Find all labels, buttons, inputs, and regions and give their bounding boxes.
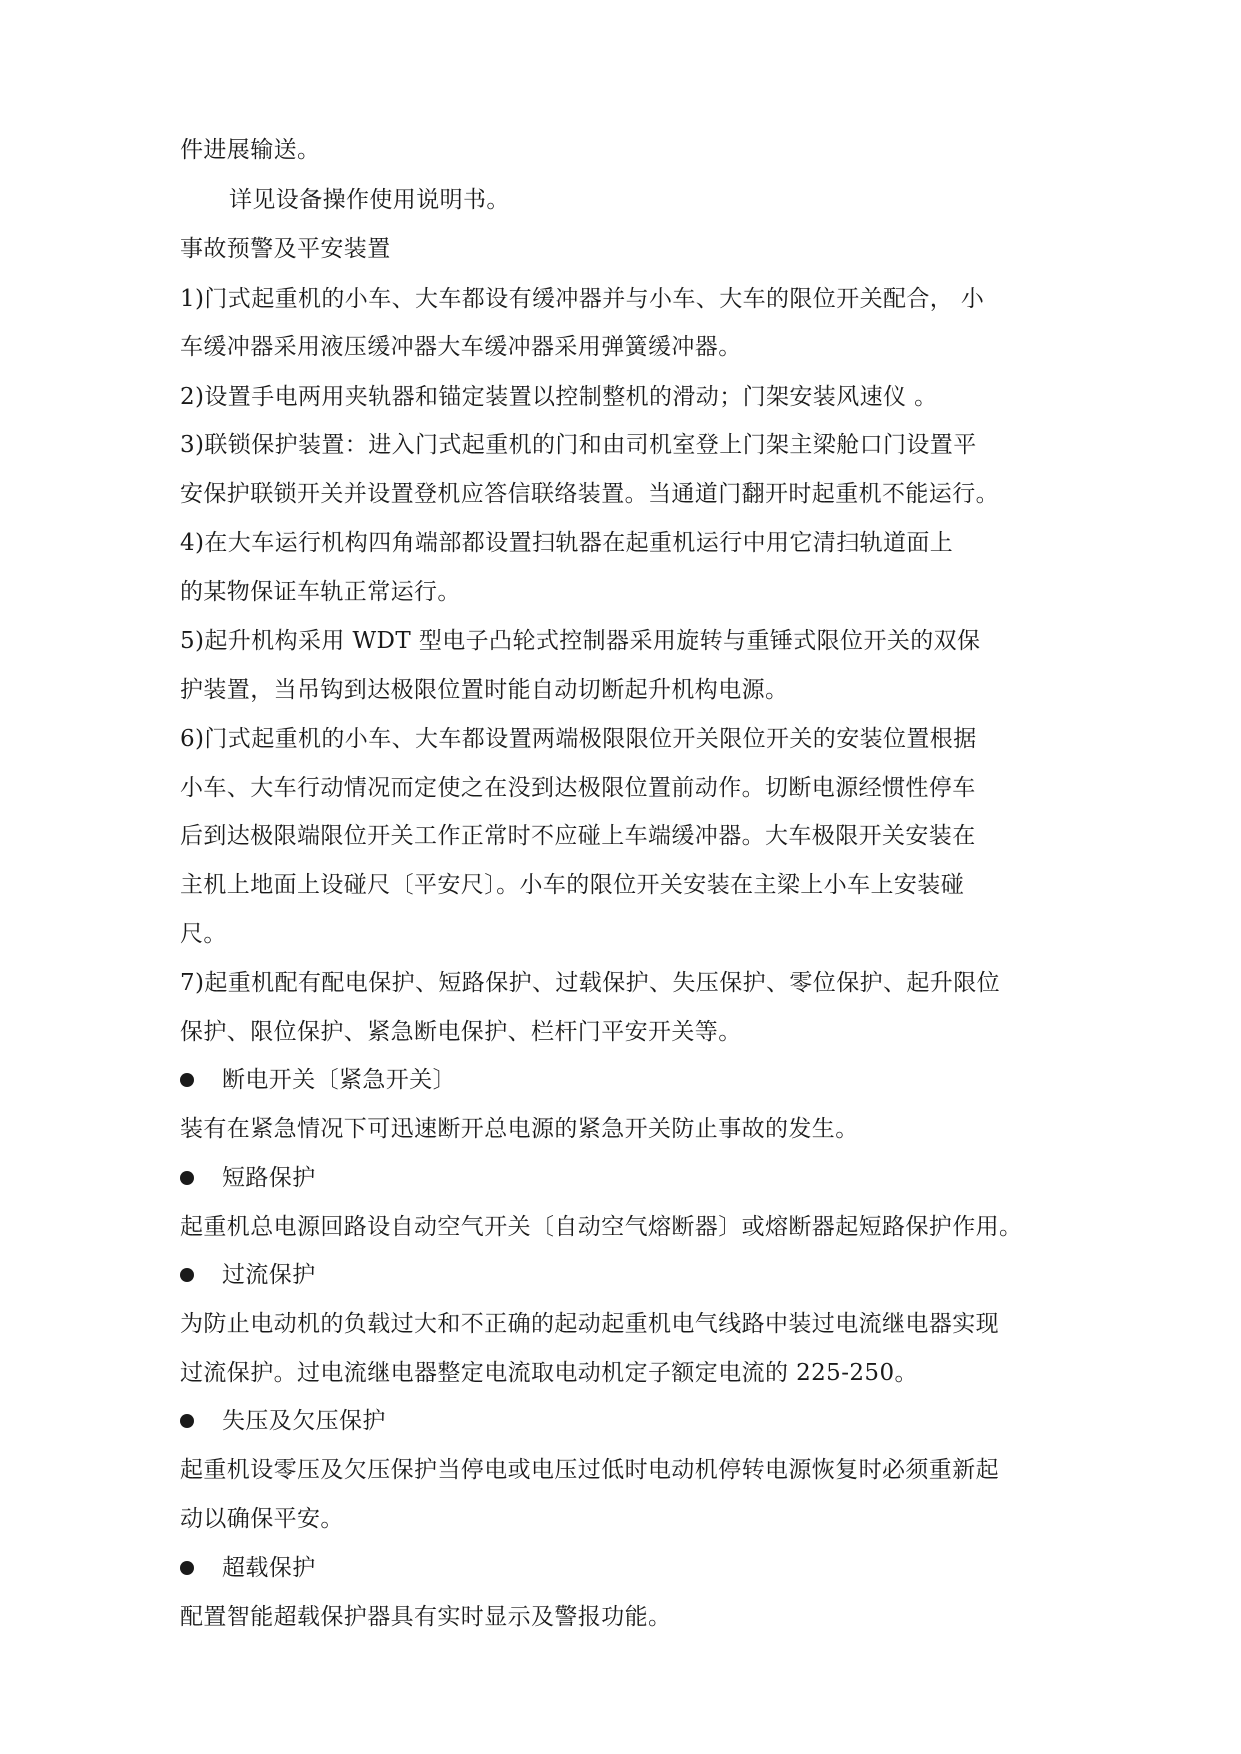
text-line: 配置智能超载保护器具有实时显示及警报功能。	[180, 1604, 672, 1630]
bullet-dot-icon	[180, 1414, 194, 1428]
text-line: 5)起升机构采用 WDT 型电子凸轮式控制器采用旋转与重锤式限位开关的双保	[180, 628, 981, 654]
text-line: 尺。	[180, 921, 227, 947]
text-line: 车缓冲器采用液压缓冲器大车缓冲器采用弹簧缓冲器。	[180, 334, 742, 360]
text-line: 3)联锁保护装置：进入门式起重机的门和由司机室登上门架主梁舱口门设置平	[180, 432, 977, 458]
text-line: 4)在大车运行机构四角端部都设置扫轨器在起重机运行中用它清扫轨道面上	[180, 530, 954, 556]
section-heading: 事故预警及平安装置	[180, 236, 391, 262]
bullet-dot-icon	[180, 1561, 194, 1575]
text-line: 的某物保证车轨正常运行。	[180, 579, 461, 605]
text-line: 安保护联锁开关并设置登机应答信联络装置。当通道门翻开时起重机不能运行。	[180, 481, 999, 507]
text-line: 护装置，当吊钩到达极限位置时能自动切断起升机构电源。	[180, 677, 789, 703]
text-line: 7)起重机配有配电保护、短路保护、过载保护、失压保护、零位保护、起升限位	[180, 970, 1001, 996]
text-line: 过流保护。过电流继电器整定电流取电动机定子额定电流的 225-250。	[180, 1360, 918, 1386]
text-line: 起重机总电源回路设自动空气开关〔自动空气熔断器〕或熔断器起短路保护作用。	[180, 1214, 1023, 1240]
bullet-dot-icon	[180, 1171, 194, 1185]
bullet-dot-icon	[180, 1073, 194, 1087]
bullet-item-label: 过流保护	[222, 1262, 316, 1288]
bullet-item-label: 失压及欠压保护	[222, 1408, 386, 1434]
text-line: 动以确保平安。	[180, 1506, 344, 1532]
bullet-item-label: 断电开关〔紧急开关〕	[222, 1067, 456, 1093]
text-line: 件进展输送。	[180, 137, 321, 163]
text-line: 1)门式起重机的小车、大车都设有缓冲器并与小车、大车的限位开关配合， 小	[180, 286, 985, 312]
text-line: 详见设备操作使用说明书。	[229, 187, 510, 213]
text-line: 为防止电动机的负载过大和不正确的起动起重机电气线路中装过电流继电器实现	[180, 1311, 999, 1337]
text-line: 保护、限位保护、紧急断电保护、栏杆门平安开关等。	[180, 1019, 742, 1045]
bullet-item-label: 短路保护	[222, 1165, 316, 1191]
text-line: 主机上地面上设碰尺〔平安尺〕。小车的限位开关安装在主梁上小车上安装碰	[180, 872, 965, 898]
bullet-dot-icon	[180, 1268, 194, 1282]
text-line: 后到达极限端限位开关工作正常时不应碰上车端缓冲器。大车极限开关安装在	[180, 823, 976, 849]
text-line: 小车、大车行动情况而定使之在没到达极限位置前动作。切断电源经惯性停车	[180, 775, 976, 801]
text-line: 2)设置手电两用夹轨器和锚定装置以控制整机的滑动；门架安装风速仪 。	[180, 384, 938, 410]
text-line: 装有在紧急情况下可迅速断开总电源的紧急开关防止事故的发生。	[180, 1116, 859, 1142]
text-line: 6)门式起重机的小车、大车都设置两端极限限位开关限位开关的安装位置根据	[180, 726, 977, 752]
bullet-item-label: 超载保护	[222, 1555, 316, 1581]
text-line: 起重机设零压及欠压保护当停电或电压过低时电动机停转电源恢复时必须重新起	[180, 1457, 999, 1483]
